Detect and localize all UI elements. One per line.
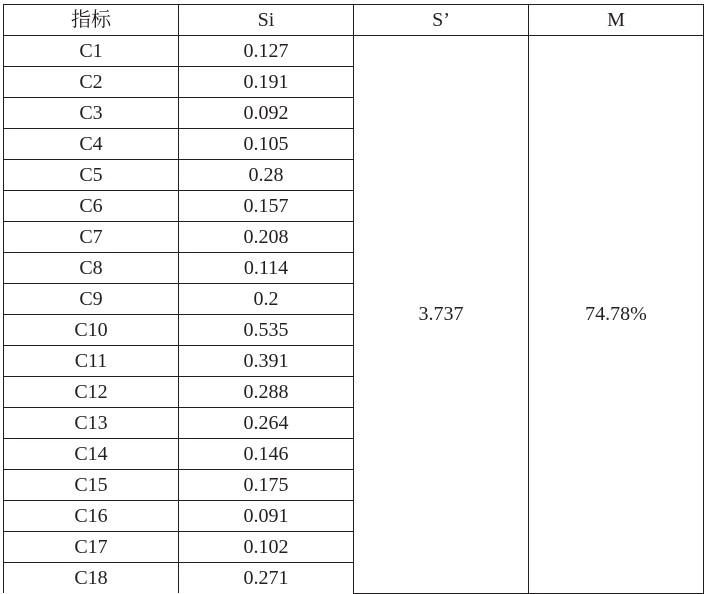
- si-cell: 0.102: [179, 532, 354, 563]
- indicator-cell: C11: [4, 346, 179, 377]
- si-cell: 0.288: [179, 377, 354, 408]
- indicator-cell: C10: [4, 315, 179, 346]
- indicator-cell: C12: [4, 377, 179, 408]
- si-cell: 0.092: [179, 98, 354, 129]
- si-cell: 0.157: [179, 191, 354, 222]
- table-body: [4, 36, 704, 594]
- header-m: M: [529, 5, 704, 36]
- table-row: [4, 36, 704, 67]
- indicator-cell: C6: [4, 191, 179, 222]
- indicator-cell: C1: [4, 36, 179, 67]
- si-cell: 0.105: [179, 129, 354, 160]
- si-cell: 0.114: [179, 253, 354, 284]
- indicator-cell: C3: [4, 98, 179, 129]
- header-row: [4, 5, 704, 36]
- indicator-cell: C14: [4, 439, 179, 470]
- indicator-cell: C4: [4, 129, 179, 160]
- indicator-cell: C13: [4, 408, 179, 439]
- table-header: [4, 5, 704, 36]
- indicator-cell: C9: [4, 284, 179, 315]
- si-cell: 0.127: [179, 36, 354, 67]
- si-cell: 0.2: [179, 284, 354, 315]
- si-cell: 0.091: [179, 501, 354, 532]
- si-cell: 0.146: [179, 439, 354, 470]
- si-cell: 0.271: [179, 563, 354, 594]
- indicator-cell: C16: [4, 501, 179, 532]
- indicator-cell: C2: [4, 67, 179, 98]
- indicator-cell: C7: [4, 222, 179, 253]
- indicator-cell: C17: [4, 532, 179, 563]
- indicator-cell: C15: [4, 470, 179, 501]
- si-cell: 0.28: [179, 160, 354, 191]
- si-cell: 0.191: [179, 67, 354, 98]
- si-cell: 0.264: [179, 408, 354, 439]
- header-si: Si: [179, 5, 354, 36]
- m-cell: 74.78%: [529, 36, 704, 594]
- si-cell: 0.535: [179, 315, 354, 346]
- si-cell: 0.208: [179, 222, 354, 253]
- data-table: [3, 4, 704, 594]
- header-s-prime: S’: [354, 5, 529, 36]
- header-indicator: 指标: [4, 5, 179, 36]
- s-prime-cell: 3.737: [354, 36, 529, 594]
- indicator-cell: C8: [4, 253, 179, 284]
- indicator-cell: C18: [4, 563, 179, 594]
- si-cell: 0.391: [179, 346, 354, 377]
- indicator-cell: C5: [4, 160, 179, 191]
- si-cell: 0.175: [179, 470, 354, 501]
